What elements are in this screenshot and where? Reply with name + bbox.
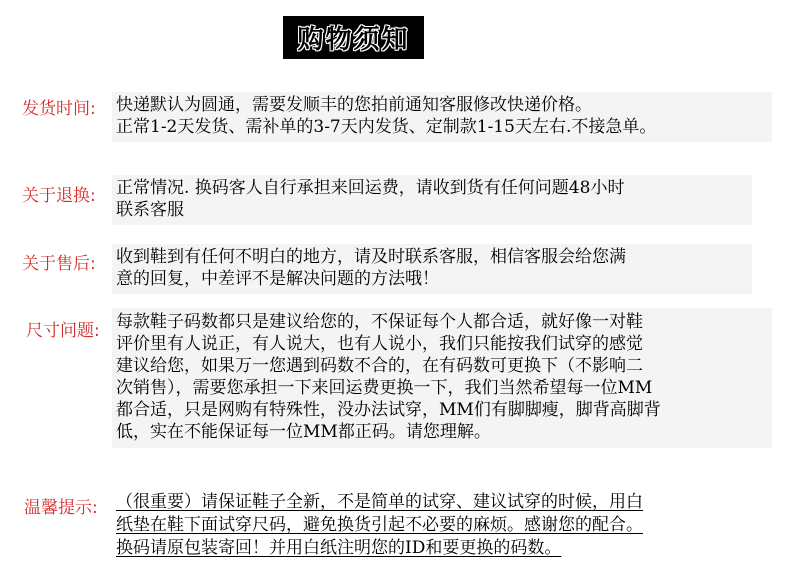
text-line: 建议给您，如果万一您遇到码数不合的，在有码数可更换下（不影响二 <box>116 356 643 376</box>
after-sales-text <box>116 246 626 290</box>
text-line: 纸垫在鞋下面试穿尺码，避免换货引起不必要的麻烦。感谢您的配合。 <box>116 515 643 535</box>
tips-text <box>116 491 643 560</box>
sizing-text <box>116 311 661 443</box>
text-line: 正常1-2天发货、需补单的3-7天内发货、定制款1-15天左右.不接急单。 <box>116 117 657 137</box>
text-line: 都合适，只是网购有特殊性，没办法试穿，MM们有脚脚瘦，脚背高脚背 <box>116 400 661 420</box>
text-line: 每款鞋子码数都只是建议给您的，不保证每个人都合适，就好像一对鞋 <box>116 312 643 332</box>
title-banner <box>283 16 424 59</box>
text-line: 评价里有人说正，有人说大，也有人说小，我们只能按我们试穿的感觉 <box>116 334 643 354</box>
text-line: 联系客服 <box>116 200 184 220</box>
label-sizing: 尺寸问题: <box>26 321 100 341</box>
label-tips: 温馨提示: <box>24 498 98 518</box>
page-title: 购物须知 <box>297 25 410 55</box>
text-line: 正常情况. 换码客人自行承担来回运费，请收到货有任何问题48小时 <box>116 178 625 198</box>
text-line: 换码请原包装寄回！并用白纸注明您的ID和要更换的码数。 <box>116 538 562 558</box>
text-line: 收到鞋到有任何不明白的地方，请及时联系客服，相信客服会给您满 <box>116 247 626 267</box>
label-after-sales: 关于售后: <box>22 254 96 274</box>
text-line: 意的回复，中差评不是解决问题的方法哦！ <box>116 269 439 289</box>
text-line: 快递默认为圆通，需要发顺丰的您拍前通知客服修改快递价格。 <box>116 95 592 115</box>
shipping-time-text <box>116 94 656 138</box>
label-returns: 关于退换: <box>22 186 96 206</box>
label-shipping-time: 发货时间: <box>22 99 96 119</box>
text-line: （很重要）请保证鞋子全新，不是简单的试穿、建议试穿的时候，用白 <box>116 492 643 512</box>
text-line: 次销售），需要您承担一下来回运费更换一下，我们当然希望每一位MM <box>116 378 653 398</box>
text-line: 低，实在不能保证每一位MM都正码。请您理解。 <box>116 422 491 442</box>
returns-text <box>116 177 624 221</box>
